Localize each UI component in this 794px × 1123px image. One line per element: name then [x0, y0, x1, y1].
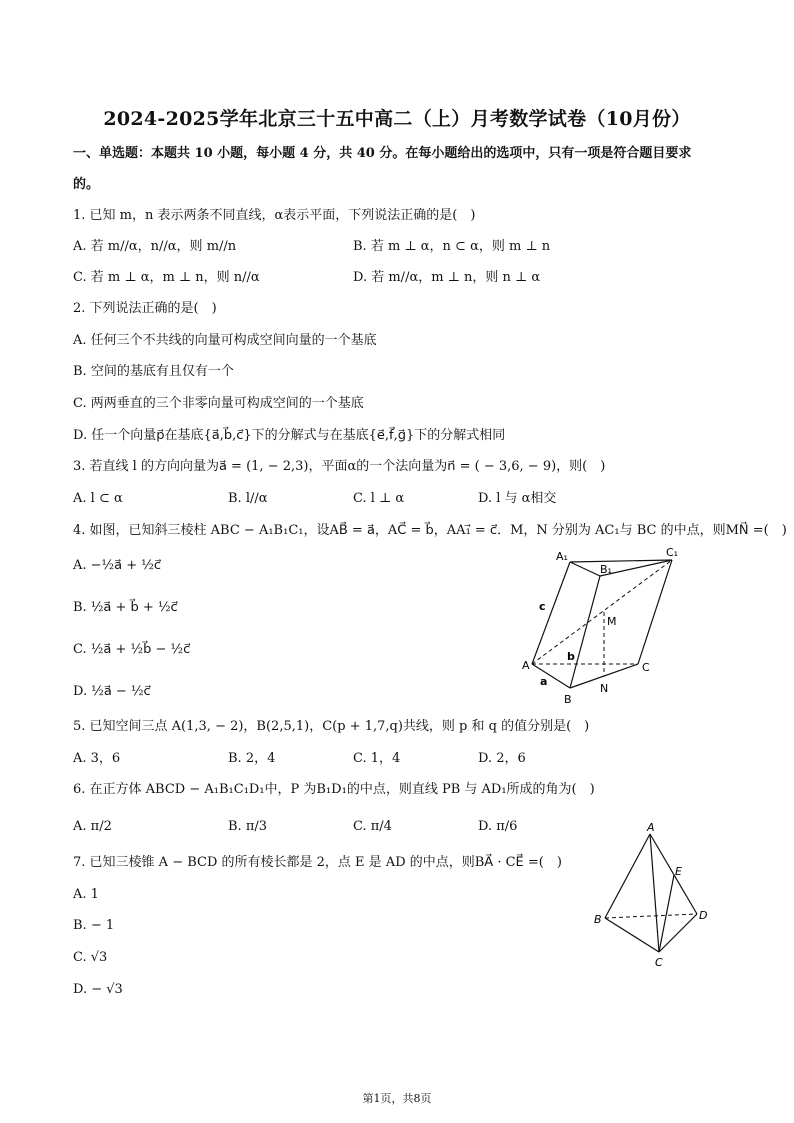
q6-stem: 6. 在正方体 ABCD − A₁B₁C₁D₁中，P 为B₁D₁的中点，则直线 PB 与 AD₁所成的角为( ) [73, 782, 595, 797]
label-c: C [642, 661, 650, 674]
q6-option-d: D. π/6 [478, 819, 518, 834]
q5-option-c: C. 1，4 [353, 751, 401, 766]
q3-option-d: D. l 与 α相交 [478, 491, 557, 506]
q1-stem: 1. 已知 m，n 表示两条不同直线，α表示平面，下列说法正确的是( ) [73, 208, 476, 223]
q1-option-d: D. 若 m//α，m ⊥ n，则 n ⊥ α [353, 270, 541, 285]
q4-option-d: D. ½a⃗ − ½c⃗ [73, 684, 151, 699]
label-c1: C₁ [666, 546, 679, 559]
label-tet-b: B [594, 913, 602, 926]
q4-option-a: A. −½a⃗ + ½c⃗ [73, 558, 162, 573]
q1-option-a: A. 若 m//α，n//α，则 m//n [73, 239, 237, 254]
q7-option-d: D. − √3 [73, 982, 123, 997]
q2-option-a: A. 任何三个不共线的向量可构成空间向量的一个基底 [73, 333, 377, 348]
q4-prism-figure [510, 540, 710, 710]
q7-option-b: B. − 1 [73, 918, 115, 933]
label-n: N [600, 682, 609, 695]
label-a-vector: a [540, 675, 548, 688]
section-heading: 一、单选题：本题共 10 小题，每小题 4 分，共 40 分。在每小题给出的选项中，只有一项是符合题目要求 [73, 146, 692, 161]
label-a1: A₁ [556, 550, 568, 563]
q4-option-b: B. ½a⃗ + b⃗ + ½c⃗ [73, 600, 178, 615]
q5-option-a: A. 3，6 [73, 751, 121, 766]
q3-option-c: C. l ⊥ α [353, 491, 405, 506]
label-b: B [564, 693, 572, 706]
q6-option-a: A. π/2 [73, 819, 112, 834]
q6-option-b: B. π/3 [228, 819, 268, 834]
q7-option-c: C. √3 [73, 950, 108, 965]
label-tet-e: E [675, 865, 682, 878]
label-a: A [522, 659, 530, 672]
q5-option-d: D. 2，6 [478, 751, 526, 766]
q6-option-c: C. π/4 [353, 819, 392, 834]
section-heading-cont: 的。 [73, 177, 100, 192]
q5-option-b: B. 2，4 [228, 751, 276, 766]
label-tet-c: C [655, 956, 663, 969]
label-c-vector: c [539, 600, 546, 613]
label-b1: B₁ [600, 563, 612, 576]
q7-stem: 7. 已知三棱锥 A − BCD 的所有棱长都是 2，点 E 是 AD 的中点，则BA⃗ · CE⃗ =( ) [73, 855, 562, 870]
q5-stem: 5. 已知空间三点 A(1,3, − 2)，B(2,5,1)，C(p + 1,7,q)共线，则 p 和 q 的值分别是( ) [73, 719, 590, 734]
page-footer: 第1页，共8页 [362, 1092, 432, 1105]
label-b-vector: b [567, 650, 575, 663]
q3-stem: 3. 若直线 l 的方向向量为a⃗ = (1, − 2,3)，平面α的一个法向量为n⃗ = ( − 3,6, − 9)，则( ) [73, 459, 606, 474]
q2-option-c: C. 两两垂直的三个非零向量可构成空间的一个基底 [73, 396, 364, 411]
q3-option-a: A. l ⊂ α [73, 491, 123, 506]
q3-option-b: B. l//α [228, 491, 268, 506]
q4-option-c: C. ½a⃗ + ½b⃗ − ½c⃗ [73, 642, 191, 657]
q1-option-c: C. 若 m ⊥ α，m ⊥ n，则 n//α [73, 270, 260, 285]
q7-tetrahedron-figure [585, 820, 725, 970]
label-m: M [607, 615, 617, 628]
q4-stem: 4. 如图，已知斜三棱柱 ABC − A₁B₁C₁，设AB⃗ = a⃗，AC⃗ = b⃗，AA₁⃗ = c⃗．M，N 分别为 AC₁与 BC 的中点，则MN⃗ =( ) [73, 523, 787, 538]
q2-option-d: D. 任一个向量p⃗在基底{a⃗,b⃗,c⃗}下的分解式与在基底{e⃗,f⃗,g⃗}下的分解式相同 [73, 428, 506, 443]
q2-stem: 2. 下列说法正确的是( ) [73, 301, 217, 316]
label-tet-a: A [647, 821, 655, 834]
q2-option-b: B. 空间的基底有且仅有一个 [73, 364, 234, 379]
page-title: 2024-2025学年北京三十五中高二（上）月考数学试卷（10月份） [103, 108, 691, 130]
q7-option-a: A. 1 [73, 887, 99, 902]
q1-option-b: B. 若 m ⊥ α，n ⊂ α，则 m ⊥ n [353, 239, 551, 254]
label-tet-d: D [699, 909, 708, 922]
